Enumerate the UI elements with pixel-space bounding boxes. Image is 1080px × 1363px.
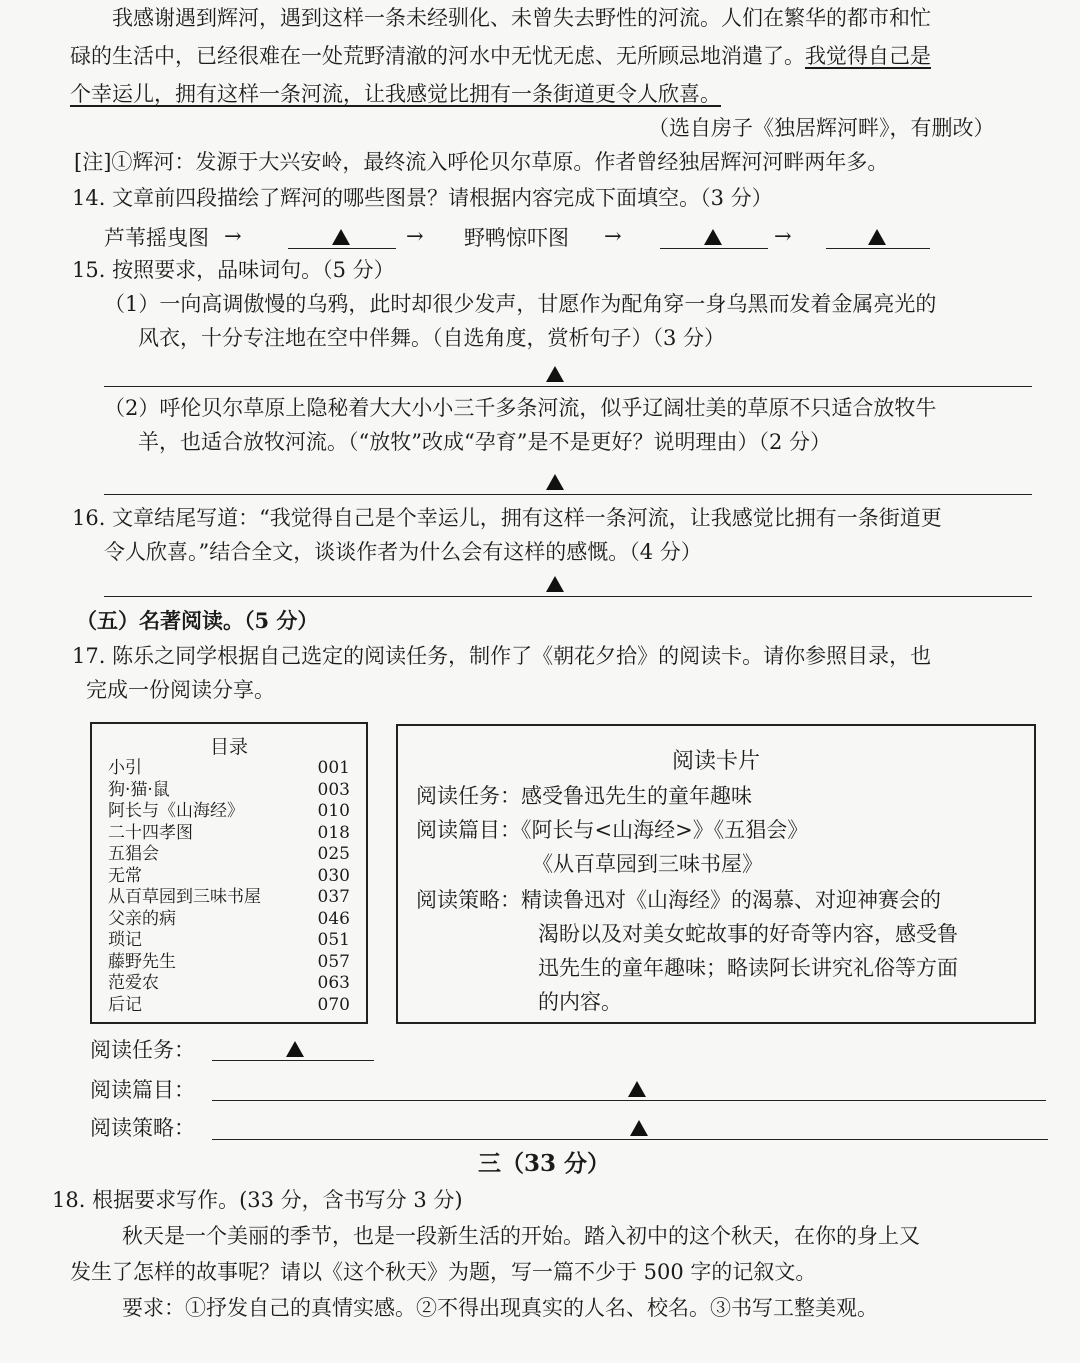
toc-item xyxy=(108,780,350,801)
toc-item-name: 狗·猫·鼠 xyxy=(108,779,170,800)
toc-item-name: 无常 xyxy=(108,865,142,886)
question-17-line2: 完成一份阅读分享。 xyxy=(86,678,275,702)
card-strategy-line2: 渴盼以及对美女蛇故事的好奇等内容，感受鲁 xyxy=(538,922,958,946)
toc-item xyxy=(108,930,350,951)
q14-blank-1[interactable] xyxy=(288,248,396,249)
table-of-contents xyxy=(90,722,368,1024)
toc-item-page: 051 xyxy=(317,930,350,950)
toc-item-name: 父亲的病 xyxy=(108,908,176,929)
question-16-line2: 令人欣喜。”结合全文，谈谈作者为什么会有这样的感慨。（4 分） xyxy=(104,540,702,564)
toc-item xyxy=(108,801,350,822)
passage-line-1: 我感谢遇到辉河，遇到这样一条未经驯化、未曾失去野性的河流。人们在繁华的都市和忙 xyxy=(112,6,931,30)
toc-item xyxy=(108,758,350,779)
question-17-line1: 17. 陈乐之同学根据自己选定的阅读任务，制作了《朝花夕拾》的阅读卡。请你参照目录，也 xyxy=(72,644,932,668)
arrow-icon: → xyxy=(406,224,424,248)
q14-blank-3[interactable] xyxy=(826,248,930,249)
arrow-icon: → xyxy=(224,224,242,248)
card-chapters-line1: 阅读篇目：《阿长与<山海经>》《五猖会》 xyxy=(416,818,809,842)
q15-sub2-line2: 羊，也适合放牧河流。（“放牧”改成“孕育”是不是更好？说明理由）（2 分） xyxy=(138,430,831,454)
toc-item-page: 001 xyxy=(317,758,350,778)
q14-blank-2[interactable] xyxy=(660,248,768,249)
q14-item-reed: 芦苇摇曳图 xyxy=(104,226,209,250)
answer-strategy-line[interactable] xyxy=(212,1139,1048,1140)
answer-chapters-label: 阅读篇目： xyxy=(90,1078,195,1102)
toc-item-name: 二十四孝图 xyxy=(108,822,193,843)
toc-item-page: 030 xyxy=(317,865,350,886)
toc-item xyxy=(108,995,350,1016)
answer-task-label: 阅读任务： xyxy=(90,1038,195,1062)
toc-item-page: 003 xyxy=(317,779,350,800)
toc-item-page: 018 xyxy=(317,822,350,843)
toc-item xyxy=(108,973,350,994)
passage-line-2-plain: 碌的生活中，已经很难在一处荒野清澈的河水中无忧无虑、无所顾忌地消遣了。 xyxy=(70,44,805,68)
card-title: 阅读卡片 xyxy=(671,749,760,774)
q18-para1-line2: 发生了怎样的故事呢？请以《这个秋天》为题，写一篇不少于 500 字的记叙文。 xyxy=(70,1260,817,1284)
q16-answer-line[interactable] xyxy=(104,596,1032,597)
triangle-marker-icon xyxy=(868,229,886,245)
triangle-marker-icon xyxy=(546,474,564,490)
card-task: 阅读任务：感受鲁迅先生的童年趣味 xyxy=(416,784,752,808)
passage-underlined-start: 我觉得自己是 xyxy=(805,44,931,68)
answer-strategy-label: 阅读策略： xyxy=(90,1116,195,1140)
card-strategy-line3: 迅先生的童年趣味；略读阿长讲究礼俗等方面 xyxy=(538,956,958,980)
toc-title: 目录 xyxy=(209,736,248,758)
triangle-marker-icon xyxy=(628,1081,646,1097)
section-3-title: 三（33 分） xyxy=(478,1150,611,1177)
toc-item-page: 046 xyxy=(317,908,350,929)
question-15: 15. 按照要求，品味词句。（5 分） xyxy=(72,258,395,282)
toc-item-page: 070 xyxy=(317,994,350,1015)
question-18: 18. 根据要求写作。(33 分，含书写分 3 分) xyxy=(52,1188,463,1212)
passage-source: （选自房子《独居辉河畔》，有删改） xyxy=(648,116,995,140)
card-strategy-line4: 的内容。 xyxy=(538,990,622,1014)
toc-item xyxy=(108,909,350,930)
toc-item-page: 057 xyxy=(317,951,350,972)
q18-requirements: 要求：①抒发自己的真情实感。②不得出现真实的人名、校名。③书写工整美观。 xyxy=(122,1296,878,1320)
triangle-marker-icon xyxy=(286,1041,304,1057)
section-5-title: （五）名著阅读。（5 分） xyxy=(76,608,319,633)
toc-item-name: 从百草园到三味书屋 xyxy=(108,887,261,907)
question-14: 14. 文章前四段描绘了辉河的哪些图景？请根据内容完成下面填空。（3 分） xyxy=(72,186,773,210)
reading-card xyxy=(396,724,1036,1024)
question-16-line1: 16. 文章结尾写道：“我觉得自己是个幸运儿，拥有这样一条河流，让我感觉比拥有一条街道更 xyxy=(72,506,942,530)
arrow-icon: → xyxy=(774,224,792,248)
triangle-marker-icon xyxy=(546,366,564,382)
toc-item-page: 025 xyxy=(317,844,350,864)
card-strategy-line1: 阅读策略：精读鲁迅对《山海经》的渴慕、对迎神赛会的 xyxy=(416,888,941,912)
toc-item xyxy=(108,887,350,908)
passage-line-2 xyxy=(70,44,931,69)
q15-sub1-line1: （1）一向高调傲慢的乌鸦，此时却很少发声，甘愿作为配角穿一身乌黑而发着金属亮光的 xyxy=(104,292,937,316)
toc-item-name: 小引 xyxy=(108,758,142,778)
q15-sub1-answer-line[interactable] xyxy=(104,386,1032,387)
toc-item-page: 010 xyxy=(317,801,350,821)
answer-chapters-line[interactable] xyxy=(212,1100,1046,1101)
toc-item-name: 阿长与《山海经》 xyxy=(108,801,244,821)
triangle-marker-icon xyxy=(332,229,350,245)
triangle-marker-icon xyxy=(546,576,564,592)
q15-sub2-answer-line[interactable] xyxy=(104,494,1032,495)
toc-item-name: 五猖会 xyxy=(108,844,159,864)
q14-item-duck: 野鸭惊吓图 xyxy=(464,226,569,250)
toc-item-page: 063 xyxy=(317,973,350,993)
answer-task-line[interactable] xyxy=(212,1060,374,1061)
q18-para1-line1: 秋天是一个美丽的季节，也是一段新生活的开始。踏入初中的这个秋天，在你的身上又 xyxy=(122,1224,920,1248)
toc-item-page: 037 xyxy=(317,887,350,907)
passage-note: [注]①辉河：发源于大兴安岭，最终流入呼伦贝尔草原。作者曾经独居辉河河畔两年多。 xyxy=(74,150,889,174)
toc-item xyxy=(108,866,350,887)
card-chapters-line2: 《从百草园到三味书屋》 xyxy=(532,852,763,876)
q15-sub1-line2: 风衣，十分专注地在空中伴舞。（自选角度，赏析句子）（3 分） xyxy=(138,326,726,350)
toc-item-name: 范爱农 xyxy=(108,973,159,993)
arrow-icon: → xyxy=(604,224,622,248)
triangle-marker-icon xyxy=(630,1120,648,1136)
passage-underlined-end: 个幸运儿，拥有这样一条河流，让我感觉比拥有一条街道更令人欣喜。 xyxy=(70,82,721,106)
toc-item xyxy=(108,952,350,973)
triangle-marker-icon xyxy=(704,229,722,245)
toc-item xyxy=(108,823,350,844)
toc-item xyxy=(108,844,350,865)
toc-item-name: 藤野先生 xyxy=(108,951,176,972)
toc-item-name: 后记 xyxy=(108,994,142,1015)
toc-item-name: 琐记 xyxy=(108,930,142,950)
q15-sub2-line1: （2）呼伦贝尔草原上隐秘着大大小小三千多条河流，似乎辽阔壮美的草原不只适合放牧牛 xyxy=(104,396,937,420)
